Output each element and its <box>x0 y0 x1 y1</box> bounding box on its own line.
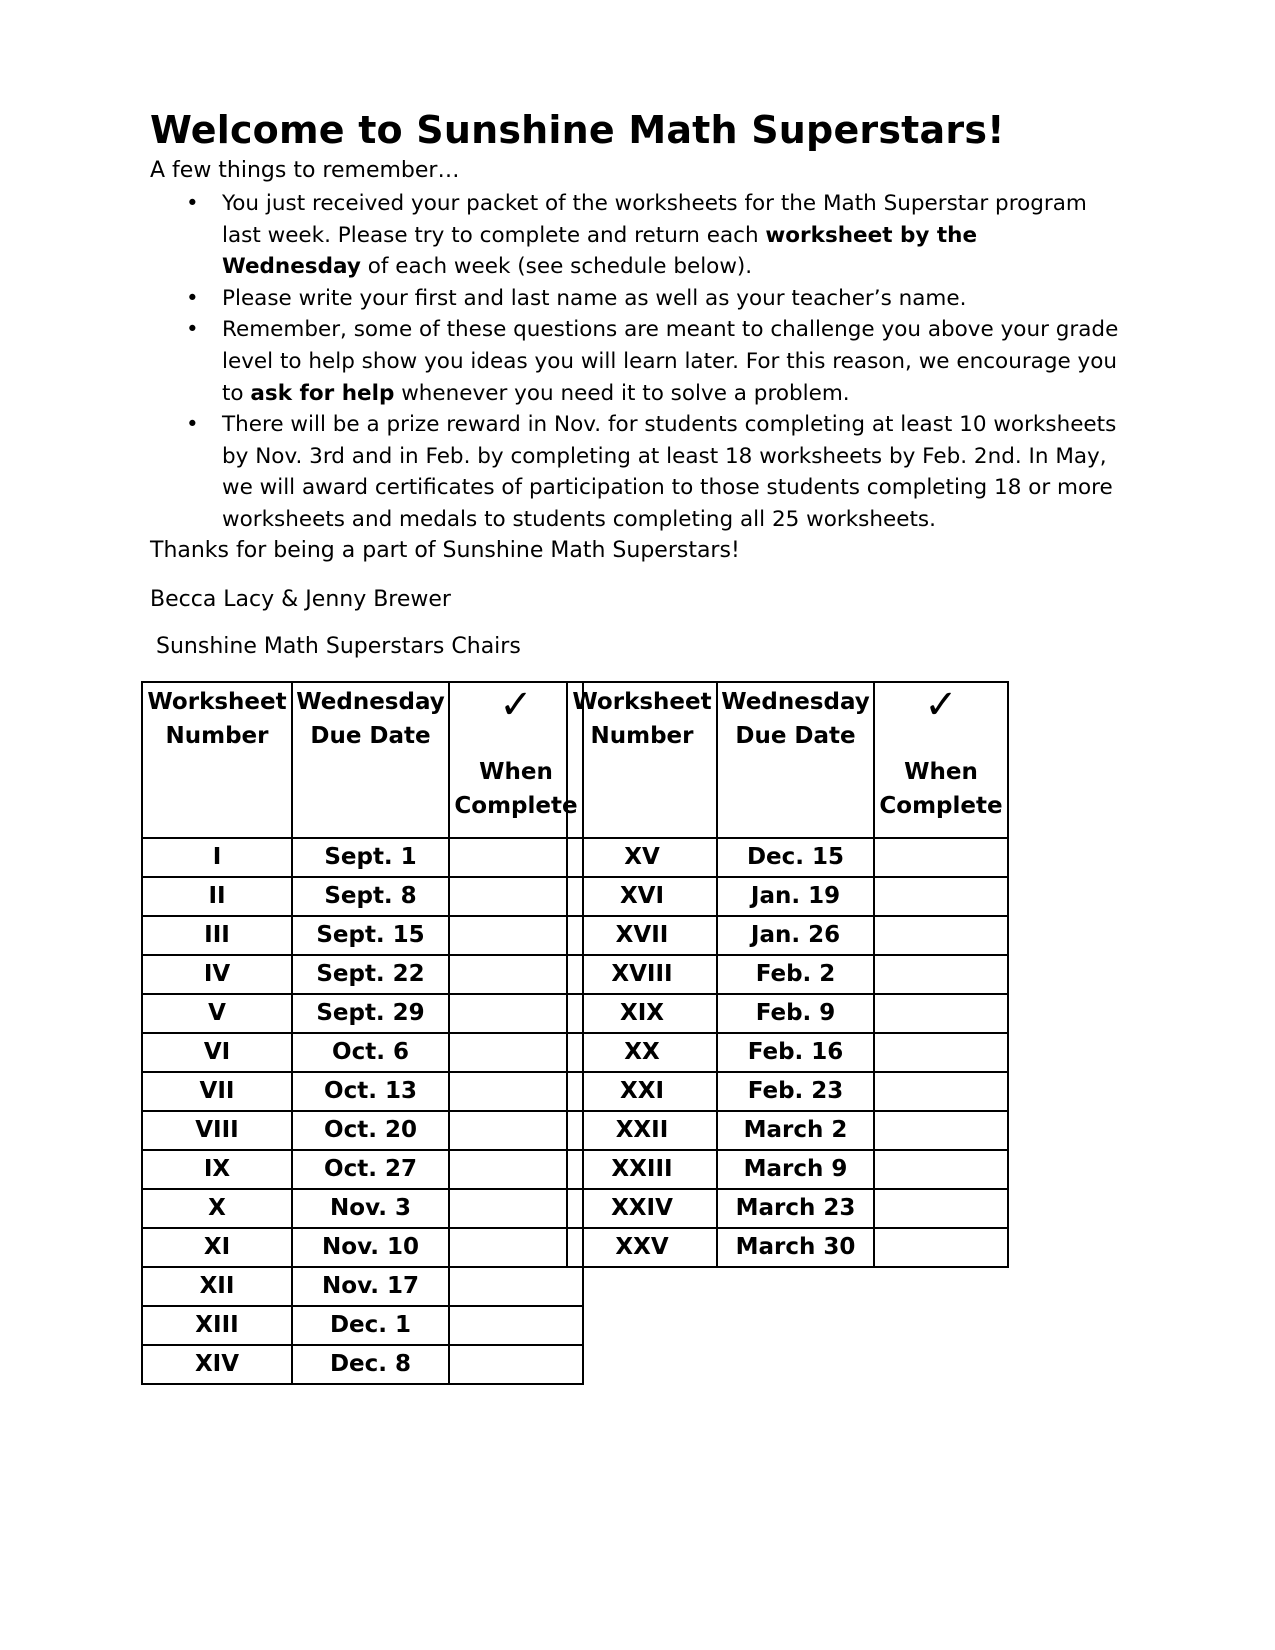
signature-title: Sunshine Math Superstars Chairs <box>156 634 521 659</box>
checkmark-icon: ✓ <box>499 682 533 728</box>
worksheet-number-cell: XXIII <box>567 1150 717 1189</box>
worksheet-number-cell: XV <box>567 838 717 877</box>
table-row <box>142 1345 583 1384</box>
table-row <box>142 1033 583 1072</box>
worksheet-number-cell: XXII <box>567 1111 717 1150</box>
completion-checkbox-cell[interactable] <box>874 916 1008 955</box>
completion-checkbox-cell[interactable] <box>449 877 583 916</box>
table-row <box>142 877 583 916</box>
completion-checkbox-cell[interactable] <box>449 916 583 955</box>
bullet-icon: • <box>186 412 199 438</box>
header-label: Due Date <box>310 723 431 749</box>
worksheet-number-cell: VI <box>142 1033 292 1072</box>
header-label: Due Date <box>735 723 856 749</box>
completion-checkbox-cell[interactable] <box>449 1189 583 1228</box>
schedule-table-right <box>566 681 1009 1268</box>
worksheet-number-cell: III <box>142 916 292 955</box>
completion-checkbox-cell[interactable] <box>449 1111 583 1150</box>
completion-checkbox-cell[interactable] <box>449 994 583 1033</box>
table-row <box>567 1111 1008 1150</box>
due-date-cell: March 23 <box>717 1189 874 1228</box>
worksheet-number-cell: XX <box>567 1033 717 1072</box>
completion-checkbox-cell[interactable] <box>874 1150 1008 1189</box>
due-date-cell: Sept. 15 <box>292 916 449 955</box>
due-date-cell: Jan. 19 <box>717 877 874 916</box>
header-when-complete <box>874 682 1008 838</box>
header-label: Number <box>590 723 694 749</box>
due-date-cell: March 2 <box>717 1111 874 1150</box>
due-date-cell: Nov. 3 <box>292 1189 449 1228</box>
table-row <box>142 916 583 955</box>
due-date-cell: Feb. 16 <box>717 1033 874 1072</box>
header-worksheet-number <box>567 682 717 838</box>
table-row <box>142 955 583 994</box>
header-label: Worksheet <box>572 689 712 715</box>
table-row <box>567 838 1008 877</box>
header-due-date <box>717 682 874 838</box>
table-row <box>567 1189 1008 1228</box>
worksheet-number-cell: XII <box>142 1267 292 1306</box>
header-when-complete <box>449 682 583 838</box>
table-row <box>142 1228 583 1267</box>
completion-checkbox-cell[interactable] <box>449 1033 583 1072</box>
due-date-cell: Sept. 1 <box>292 838 449 877</box>
table-row <box>567 877 1008 916</box>
completion-checkbox-cell[interactable] <box>874 838 1008 877</box>
due-date-cell: Sept. 29 <box>292 994 449 1033</box>
table-row <box>567 916 1008 955</box>
table-row <box>567 955 1008 994</box>
reminder-text: Please write your first and last name as well as your teacher’s name. <box>222 285 967 311</box>
table-row <box>567 1150 1008 1189</box>
checkmark-icon: ✓ <box>924 682 958 728</box>
completion-checkbox-cell[interactable] <box>449 1306 583 1345</box>
due-date-cell: March 9 <box>717 1150 874 1189</box>
completion-checkbox-cell[interactable] <box>449 838 583 877</box>
worksheet-number-cell: VIII <box>142 1111 292 1150</box>
table-row <box>142 1072 583 1111</box>
due-date-cell: Dec. 8 <box>292 1345 449 1384</box>
completion-checkbox-cell[interactable] <box>874 1033 1008 1072</box>
reminder-item <box>150 314 1120 409</box>
completion-checkbox-cell[interactable] <box>449 1267 583 1306</box>
worksheet-number-cell: XVIII <box>567 955 717 994</box>
worksheet-number-cell: IV <box>142 955 292 994</box>
worksheet-number-cell: II <box>142 877 292 916</box>
table-row <box>142 1306 583 1345</box>
table-header-row <box>142 682 583 838</box>
due-date-cell: March 30 <box>717 1228 874 1267</box>
worksheet-number-cell: XVI <box>567 877 717 916</box>
due-date-cell: Sept. 22 <box>292 955 449 994</box>
reminder-text: There will be a prize reward in Nov. for students completing at least 10 worksheets by Nov. 3rd and in Feb. by completing at least 18 worksheets by Feb. 2nd. In May, we will award certificates of participation to those students completing 18 or more worksheets and medals to students completing all 25 worksheets. <box>222 412 1117 532</box>
table-row <box>142 1267 583 1306</box>
worksheet-number-cell: XI <box>142 1228 292 1267</box>
completion-checkbox-cell[interactable] <box>874 1228 1008 1267</box>
header-label: Wednesday <box>721 689 870 715</box>
table-row <box>567 1033 1008 1072</box>
worksheet-number-cell: I <box>142 838 292 877</box>
intro-text: A few things to remember… <box>150 158 460 183</box>
completion-checkbox-cell[interactable] <box>874 877 1008 916</box>
reminder-text: of each week (see schedule below). <box>360 254 753 280</box>
due-date-cell: Feb. 9 <box>717 994 874 1033</box>
header-label: Number <box>165 723 269 749</box>
thanks-text: Thanks for being a part of Sunshine Math Superstars! <box>150 538 740 563</box>
due-date-cell: Oct. 27 <box>292 1150 449 1189</box>
reminder-item <box>150 409 1120 535</box>
worksheet-number-cell: V <box>142 994 292 1033</box>
worksheet-number-cell: XIV <box>142 1345 292 1384</box>
table-row <box>567 1072 1008 1111</box>
header-label: Wednesday <box>296 689 445 715</box>
completion-checkbox-cell[interactable] <box>449 1345 583 1384</box>
due-date-cell: Jan. 26 <box>717 916 874 955</box>
bullet-icon: • <box>186 285 199 311</box>
due-date-cell: Nov. 10 <box>292 1228 449 1267</box>
completion-checkbox-cell[interactable] <box>449 1150 583 1189</box>
reminder-item <box>150 188 1120 283</box>
table-row <box>142 1189 583 1228</box>
due-date-cell: Oct. 6 <box>292 1033 449 1072</box>
table-row <box>567 1228 1008 1267</box>
header-worksheet-number <box>142 682 292 838</box>
header-label: Worksheet <box>147 689 287 715</box>
schedule-table-left <box>141 681 584 1385</box>
worksheet-number-cell: VII <box>142 1072 292 1111</box>
reminder-item <box>150 283 1120 315</box>
worksheet-number-cell: XXIV <box>567 1189 717 1228</box>
due-date-cell: Dec. 15 <box>717 838 874 877</box>
header-label: When <box>479 759 553 785</box>
completion-checkbox-cell[interactable] <box>449 955 583 994</box>
bullet-icon: • <box>186 317 199 343</box>
worksheet-number-cell: XXV <box>567 1228 717 1267</box>
completion-checkbox-cell[interactable] <box>874 994 1008 1033</box>
reminder-text: You just received your packet of the worksheets for the Math Superstar program last week. Please try to complete and return each <box>222 191 1087 248</box>
due-date-cell: Feb. 2 <box>717 955 874 994</box>
worksheet-number-cell: XXI <box>567 1072 717 1111</box>
due-date-cell: Nov. 17 <box>292 1267 449 1306</box>
completion-checkbox-cell[interactable] <box>449 1072 583 1111</box>
header-label: Complete <box>879 793 1003 819</box>
completion-checkbox-cell[interactable] <box>874 1072 1008 1111</box>
reminder-text: Remember, some of these questions are meant to challenge you above your grade level to help show you ideas you will learn later. For this reason, we encourage you to <box>222 317 1119 406</box>
header-due-date <box>292 682 449 838</box>
worksheet-number-cell: X <box>142 1189 292 1228</box>
emphasis-text: worksheet by the Wednesday <box>222 222 978 280</box>
table-row <box>142 1111 583 1150</box>
table-row <box>142 838 583 877</box>
due-date-cell: Sept. 8 <box>292 877 449 916</box>
header-label: When <box>904 759 978 785</box>
header-label: Complete <box>454 793 578 819</box>
table-row <box>142 1150 583 1189</box>
table-header-row <box>567 682 1008 838</box>
worksheet-number-cell: XVII <box>567 916 717 955</box>
worksheet-number-cell: IX <box>142 1150 292 1189</box>
reminder-text: whenever you need it to solve a problem. <box>394 380 850 406</box>
worksheet-number-cell: XIII <box>142 1306 292 1345</box>
completion-checkbox-cell[interactable] <box>874 1189 1008 1228</box>
due-date-cell: Oct. 13 <box>292 1072 449 1111</box>
signature-names: Becca Lacy & Jenny Brewer <box>150 587 451 612</box>
table-row <box>142 994 583 1033</box>
completion-checkbox-cell[interactable] <box>874 1111 1008 1150</box>
reminder-list <box>150 188 1120 536</box>
due-date-cell: Dec. 1 <box>292 1306 449 1345</box>
completion-checkbox-cell[interactable] <box>449 1228 583 1267</box>
emphasis-text: ask for help <box>250 380 395 406</box>
due-date-cell: Oct. 20 <box>292 1111 449 1150</box>
page-title: Welcome to Sunshine Math Superstars! <box>150 108 1005 152</box>
table-row <box>567 994 1008 1033</box>
completion-checkbox-cell[interactable] <box>874 955 1008 994</box>
bullet-icon: • <box>186 191 199 216</box>
worksheet-number-cell: XIX <box>567 994 717 1033</box>
due-date-cell: Feb. 23 <box>717 1072 874 1111</box>
